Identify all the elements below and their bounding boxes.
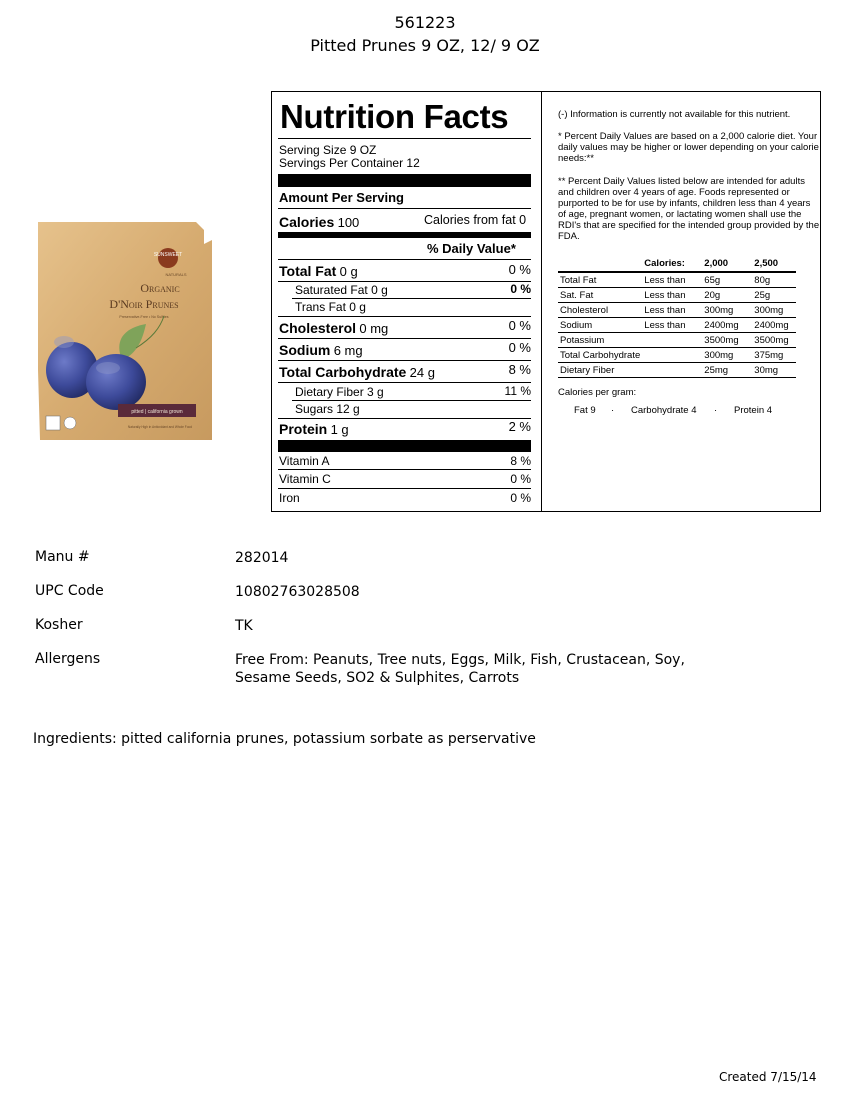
nutrient-row [279, 364, 435, 380]
panel-divider [541, 92, 542, 511]
nutrient-label: Sugars [295, 402, 334, 416]
table-row [558, 318, 796, 333]
calories-value: 100 [337, 215, 360, 230]
dv-cell: 65g [702, 272, 752, 288]
package-band-text: pitted | california grown [131, 409, 183, 415]
dv-cell: 3500mg [702, 333, 752, 348]
calories-line [279, 214, 359, 230]
rule [278, 488, 531, 489]
nutrient-amount: 0 g [339, 264, 358, 279]
daily-value-header: % Daily Value* [427, 241, 516, 256]
daily-value-table [558, 255, 796, 378]
product-image [36, 220, 214, 442]
rule [278, 360, 531, 361]
note-adults: ** Percent Daily Values listed below are intended for adults and children over 4 years of age. Foods represented or purported to be for use by infants, children less than 4 years of age, pregnant women, or lactating women shall use the RDI's that are specified for the intended group provided by the FDA. [558, 176, 820, 242]
dv-cell: Total Carbohydrate [560, 349, 641, 361]
nutrient-row [279, 342, 363, 358]
nutrient-dv: 8 % [508, 362, 531, 377]
rule [292, 400, 531, 401]
nutrient-row [279, 320, 388, 336]
dv-cell: Sat. Fat [558, 288, 642, 303]
nutrient-row [295, 385, 384, 399]
rule [278, 259, 531, 260]
dv-cell: Less than [642, 272, 702, 288]
table-row [558, 272, 796, 288]
brand-logo [158, 248, 178, 268]
product-title: Pitted Prunes 9 OZ, 12/ 9 OZ [310, 36, 540, 55]
calories-per-gram-label: Calories per gram: [558, 387, 637, 398]
thick-rule [278, 440, 531, 452]
calories-from-fat: Calories from fat 0 [424, 213, 527, 227]
dv-cell: 375mg [752, 348, 796, 363]
rule [292, 298, 531, 299]
note-percent: * Percent Daily Values are based on a 2,000 calorie diet. Your daily values may be higher or lower depending on your calorie needs:** [558, 131, 819, 164]
serving-size: Serving Size 9 OZ [279, 143, 377, 157]
nutrient-dv: 0 % [510, 282, 531, 296]
nutrient-row [279, 421, 349, 437]
nutrient-label: Trans Fat [295, 300, 346, 314]
rule [278, 469, 531, 470]
field-value-upc: 10802763028508 [235, 584, 360, 600]
dv-cell [642, 363, 702, 378]
dv-cell: 3500mg [752, 333, 796, 348]
rule [278, 208, 531, 209]
nutrition-facts-title: Nutrition Facts [280, 98, 509, 135]
dv-cell: 25g [752, 288, 796, 303]
cpg-separator: · [714, 405, 718, 416]
table-row [558, 303, 796, 318]
dv-cell [642, 333, 702, 348]
rule [278, 338, 531, 339]
field-label-manu: Manu # [35, 549, 90, 565]
nutrient-row [295, 283, 388, 297]
field-label-upc: UPC Code [35, 583, 104, 599]
dv-cell: Total Fat [558, 272, 642, 288]
nutrition-panel [271, 91, 821, 512]
dv-cell: 25mg [702, 363, 752, 378]
field-label-allergens: Allergens [35, 651, 101, 667]
table-row [558, 288, 796, 303]
cpg-carb: Carbohydrate 4 [631, 405, 697, 416]
vitamin-dv: 8 % [510, 454, 531, 468]
table-row [558, 333, 796, 348]
dv-cell: Potassium [558, 333, 642, 348]
dv-cell: 2,500 [752, 255, 796, 272]
vitamin-label: Iron [279, 491, 300, 505]
nutrient-amount: 12 g [336, 402, 360, 416]
nutrient-dv: 11 % [504, 384, 531, 398]
medium-rule [278, 232, 531, 238]
brand-text: SUNSWEET [153, 252, 183, 258]
dv-cell: Less than [642, 318, 702, 333]
dv-cell: 300mg [702, 348, 752, 363]
nutrient-label: Total Fat [279, 263, 337, 279]
package-line1: Organic [140, 281, 180, 295]
table-row [558, 348, 796, 363]
dv-cell: Less than [642, 288, 702, 303]
dv-cell: Less than [642, 303, 702, 318]
dv-cell: Sodium [558, 318, 642, 333]
nutrient-amount: 6 mg [333, 343, 363, 358]
item-number: 561223 [394, 13, 456, 32]
dv-cell: 30mg [752, 363, 796, 378]
rule [278, 316, 531, 317]
dv-cell: 300mg [752, 303, 796, 318]
dv-cell: 2400mg [702, 318, 752, 333]
dv-cell: 20g [702, 288, 752, 303]
nutrient-label: Sodium [279, 342, 331, 358]
cpg-fat: Fat 9 [574, 405, 596, 416]
nutrient-dv: 0 % [508, 318, 531, 333]
field-value-manu: 282014 [235, 550, 289, 566]
dv-cell: Dietary Fiber [558, 363, 642, 378]
brand-sub-text: NATURALS [165, 272, 187, 277]
certification-seal [64, 417, 76, 429]
nutrient-label: Cholesterol [279, 320, 357, 336]
created-date: Created 7/15/14 [719, 1070, 817, 1084]
nutrient-amount: 24 g [409, 365, 435, 380]
note-unavailable: (-) Information is currently not available for this nutrient. [558, 109, 791, 120]
plum-2 [86, 354, 146, 410]
dv-cell [642, 348, 702, 363]
vitamin-dv: 0 % [510, 491, 531, 505]
nutrient-dv: 2 % [508, 419, 531, 434]
dv-cell: 2400mg [752, 318, 796, 333]
vitamin-label: Vitamin A [279, 454, 330, 468]
allergens-line1: Free From: Peanuts, Tree nuts, Eggs, Milk, Fish, Crustacean, Soy, [235, 652, 685, 668]
nutrient-label: Protein [279, 421, 328, 437]
allergens-line2: Sesame Seeds, SO2 & Sulphites, Carrots [235, 670, 520, 686]
package-line2: D'Noir Prunes [109, 297, 179, 311]
thick-rule [278, 174, 531, 187]
nutrient-label: Dietary Fiber [295, 385, 364, 399]
nutrient-row [279, 263, 358, 279]
dv-cell: Cholesterol [558, 303, 642, 318]
nutrient-label: Saturated Fat [295, 283, 368, 297]
nutrient-amount: 0 mg [359, 321, 389, 336]
field-label-kosher: Kosher [35, 617, 83, 633]
dv-cell: 300mg [702, 303, 752, 318]
dv-cell: Calories: [642, 255, 702, 272]
dv-cell [558, 255, 642, 272]
field-value-allergens [235, 651, 685, 687]
nutrient-amount: 0 g [371, 283, 388, 297]
dv-table-header [558, 255, 796, 272]
organic-seal [46, 416, 60, 430]
nutrient-row [295, 300, 366, 314]
package-foot: Naturally High in Antioxidant and Whole Food [127, 425, 193, 429]
servings-per-container: Servings Per Container 12 [279, 156, 420, 170]
ingredients: Ingredients: pitted california prunes, potassium sorbate as perservative [33, 731, 536, 747]
rule [278, 382, 531, 383]
nutrient-dv: 0 % [508, 340, 531, 355]
cpg-protein: Protein 4 [734, 405, 773, 416]
package-tagline: Preservative-Free • No Sulfites [119, 315, 169, 319]
cpg-separator: · [611, 405, 615, 416]
nutrient-row [295, 402, 360, 416]
nutrient-amount: 1 g [330, 422, 349, 437]
calories-label: Calories [279, 214, 335, 230]
amount-per-serving: Amount Per Serving [279, 190, 404, 205]
nutrient-label: Total Carbohydrate [279, 364, 407, 380]
vitamin-dv: 0 % [510, 472, 531, 486]
dv-cell: 2,000 [702, 255, 752, 272]
vitamin-label: Vitamin C [279, 472, 331, 486]
dv-cell: 80g [752, 272, 796, 288]
rule [278, 138, 531, 139]
table-row [558, 363, 796, 378]
nutrient-dv: 0 % [508, 262, 531, 277]
nutrient-amount: 0 g [349, 300, 366, 314]
field-value-kosher: TK [235, 618, 253, 634]
nutrient-amount: 3 g [367, 385, 384, 399]
